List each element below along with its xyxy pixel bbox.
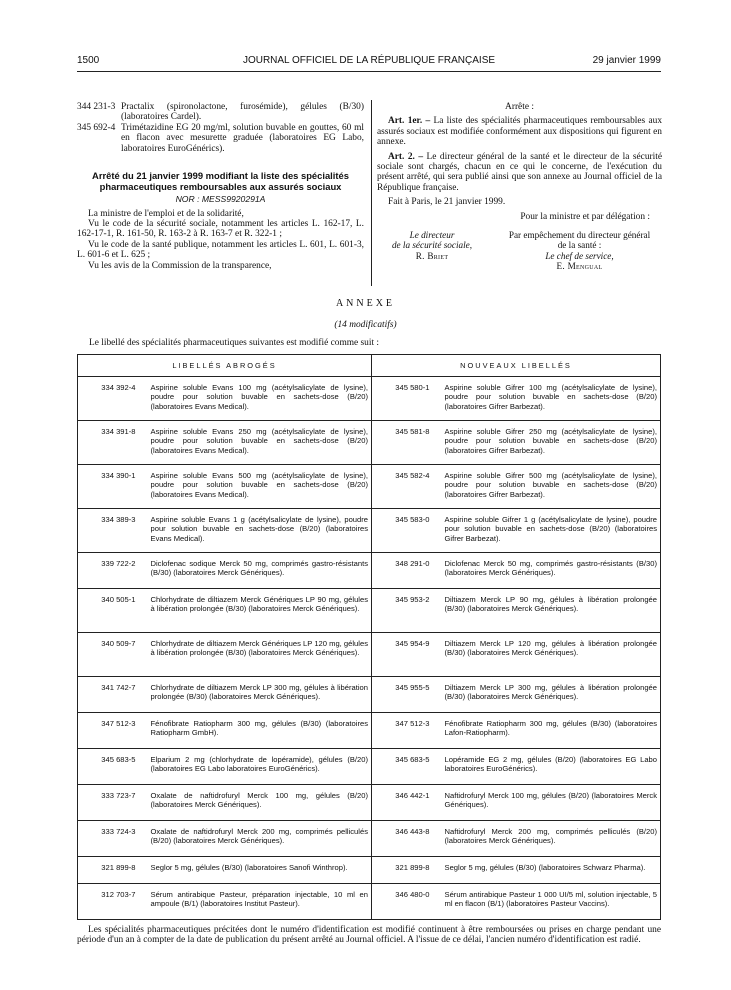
new-label: Fénofibrate Ratiopharm 300 mg, gélules (B/30) (laboratoires Lafon-Ratiopharm). [439,713,661,749]
issue-date: 29 janvier 1999 [592,55,661,66]
old-label: Chlorhydrate de diltiazem Merck LP 300 mg, gélules à libération prolongée (B/30) (laboratoires Merck Génériques). [145,677,372,713]
new-label: Seglor 5 mg, gélules (B/30) (laboratoires Schwarz Pharma). [439,857,661,884]
table-row [78,857,661,884]
new-label: Sérum antirabique Pasteur 1 000 UI/5 ml, solution injectable, 5 ml en flacon (B/1) (laboratoires Pasteur Vaccins). [439,884,661,920]
old-label: Elparium 2 mg (chlorhydrate de lopéramide), gélules (B/20) (laboratoires EG Labo laboratoires EuroGénérics). [145,749,372,785]
old-code: 333 723-7 [78,785,145,821]
signatory-name: R. Briet [415,250,449,261]
table-row [78,553,661,589]
new-code: 346 443-8 [372,821,439,857]
signature-right [497,230,662,272]
new-label: Diltiazem Merck LP 300 mg, gélules à libération prolongée (B/30) (laboratoires Merck Génériques). [439,677,661,713]
old-label: Aspirine soluble Evans 1 g (acétylsalicylate de lysine), poudre pour solution buvable en sachets-dose (B/20) (laboratoires Evans Medical). [145,509,372,553]
annexe-subtitle: (14 modificatifs) [334,320,397,330]
signature-left [377,230,487,272]
closing-paragraph: Les spécialités pharmaceutiques précitées dont le numéro d'identification est modifié continuent à être remboursées ou prises en charge pendant une période d'un an à compter de la date de publication du présent arrêté au Journal officiel. A l'issue de ce délai, l'ancien numéro d'identification est radié. [77,925,661,946]
old-code: 340 505-1 [78,589,145,633]
preamble-paragraph: Vu le code de la santé publique, notamment les articles L. 601, L. 601-3, L. 601-6 et L. 625 ; [77,239,364,261]
old-label: Sérum antirabique Pasteur, préparation injectable, 10 ml en ampoule (B/1) (laboratoires Institut Pasteur). [145,884,372,920]
signatory-title: de la santé : [557,240,602,251]
new-label: Naftidrofuryl Merck 100 mg, gélules (B/20) (laboratoires Merck Génériques). [439,785,661,821]
table-row [78,509,661,553]
old-label: Oxalate de naftidrofuryl Merck 200 mg, comprimés pelliculés (B/20) (laboratoires Merck Génériques). [145,821,372,857]
old-code: 339 722-2 [78,553,145,589]
entry-code: 344 231-3 [77,102,116,112]
signatory-title: Par empêchement du directeur général [508,230,651,241]
modifications-table [77,354,661,920]
signatory-title: Le directeur [409,230,455,241]
new-code: 321 899-8 [372,857,439,884]
signing-place-date: Fait à Paris, le 21 janvier 1999. [388,197,506,208]
table-row [78,785,661,821]
page-number: 1500 [77,55,100,66]
signatory-title: de la sécurité sociale, [391,240,473,251]
new-code: 346 480-0 [372,884,439,920]
signatory-title: Le chef de service, [545,250,614,261]
new-code: 345 955-5 [372,677,439,713]
new-label: Aspirine soluble Gifrer 1 g (acétylsalicylate de lysine), poudre pour solution buvable en sachets-dose (B/20) (laboratoires Gifrer Barbezat). [439,509,661,553]
signatures [377,230,662,272]
new-label: Diclofenac Merck 50 mg, comprimés gastro-résistants (B/30) (laboratoires Merck Génériques). [439,553,661,589]
new-code: 346 442-1 [372,785,439,821]
new-label: Naftidrofuryl Merck 200 mg, comprimés pelliculés (B/20) (laboratoires Merck Génériques). [439,821,661,857]
old-label: Aspirine soluble Evans 100 mg (acétylsalicylate de lysine), poudre pour solution buvable en sachets-dose (B/20) (laboratoires Evans Medical). [145,377,372,421]
table-row [78,713,661,749]
entry-code: 345 692-4 [77,122,116,133]
new-code: 347 512-3 [372,713,439,749]
old-label: Chlorhydrate de diltiazem Merck Génériques LP 90 mg, gélules à libération prolongée (B/30) (laboratoires Merck Génériques). [145,589,372,633]
left-column [77,102,364,271]
new-label: Aspirine soluble Gifrer 100 mg (acétylsalicylate de lysine), poudre pour solution buvable en sachets-dose (B/20) (laboratoires Gifrer Barbezat). [439,377,661,421]
old-label: Oxalate de naftidrofuryl Merck 100 mg, gélules (B/20) (laboratoires Merck Génériques). [145,785,372,821]
new-label: Aspirine soluble Gifrer 250 mg (acétylsalicylate de lysine), poudre pour solution buvable en sachets-dose (B/20) (laboratoires Gifrer Barbezat). [439,421,661,465]
annexe-intro: Le libellé des spécialités pharmaceutiques suivantes est modifié comme suit : [89,338,380,348]
arrete-title: Arrêté du 21 janvier 1999 modifiant la liste des spécialités pharmaceutiques remboursables aux assurés sociaux [92,170,349,192]
annexe-title: ANNEXE [335,298,396,309]
column-header-old: LIBELLÉS ABROGÉS [78,355,372,377]
list-item [77,102,364,123]
old-code: 334 390-1 [78,465,145,509]
article-1 [377,116,662,147]
article-1-text: La liste des spécialités pharmaceutiques remboursables aux assurés sociaux est modifiée conformément aux dispositions qui figurent en annexe. [377,116,663,148]
new-code: 345 953-2 [372,589,439,633]
old-label: Diclofenac sodique Merck 50 mg, comprimés gastro-résistants (B/30) (laboratoires Merck Génériques). [145,553,372,589]
new-code: 348 291-0 [372,553,439,589]
article-1-label: Art. 1er. – [388,116,431,127]
new-label: Diltiazem Merck LP 90 mg, gélules à libération prolongée (B/30) (laboratoires Merck Génériques). [439,589,661,633]
preamble-paragraph: La ministre de l'emploi et de la solidarité, [88,208,244,219]
header-rule [77,71,661,72]
signatory-name: E. Mengual [556,261,603,272]
arrete-heading: Arrête : [505,102,534,112]
old-label: Fénofibrate Ratiopharm 300 mg, gélules (B/30) (laboratoires Ratiopharm GmbH). [145,713,372,749]
table-row [78,377,661,421]
new-code: 345 580-1 [372,377,439,421]
right-column [377,102,662,272]
new-code: 345 683-5 [372,749,439,785]
table-row [78,749,661,785]
old-code: 334 391-8 [78,421,145,465]
article-2-text: Le directeur général de la santé et le directeur de la sécurité sociale sont chargés, chacun en ce qui le concerne, de l'exécution du présent arrêté, qui sera publié ainsi que son annexe au Journal officiel de la République française. [377,151,662,193]
column-divider [371,100,372,286]
new-code: 345 582-4 [372,465,439,509]
old-code: 345 683-5 [78,749,145,785]
page-header [77,55,661,69]
table-row [78,465,661,509]
old-label: Chlorhydrate de diltiazem Merck Génériques LP 120 mg, gélules à libération prolongée (B/30) (laboratoires Merck Génériques). [145,633,372,677]
old-code: 334 392-4 [78,377,145,421]
old-code: 333 724-3 [78,821,145,857]
new-code: 345 583-0 [372,509,439,553]
old-label: Aspirine soluble Evans 500 mg (acétylsalicylate de lysine), poudre pour solution buvable en sachets-dose (B/20) (laboratoires Evans Medical). [145,465,372,509]
nor-reference: NOR : MESS9920291A [175,194,266,205]
old-label: Seglor 5 mg, gélules (B/30) (laboratoires Sanofi Winthrop). [145,857,372,884]
delegation-line: Pour la ministre et par délégation : [520,211,650,222]
table-row [78,677,661,713]
old-code: 312 703-7 [78,884,145,920]
old-code: 340 509-7 [78,633,145,677]
new-label: Aspirine soluble Gifrer 500 mg (acétylsalicylate de lysine), poudre pour solution buvable en sachets-dose (B/20) (laboratoires Gifrer Barbezat). [439,465,661,509]
preamble-paragraph: Vu le code de la sécurité sociale, notamment les articles L. 162-17, L. 162-17-1, R. 161-50, R. 163-2 à R. 163-7 et R. 322-1 ; [77,219,364,240]
old-code: 347 512-3 [78,713,145,749]
article-2-label: Art. 2. – [388,151,424,162]
table-row [78,589,661,633]
table-row [78,884,661,920]
column-header-new: NOUVEAUX LIBELLÉS [372,355,661,377]
table-row [78,821,661,857]
entry-text: Trimétazidine EG 20 mg/ml, solution buvable en gouttes, 60 ml en flacon avec mesurette graduée (laboratoires EG Labo, laboratoires EuroGénérics). [121,122,364,154]
new-label: Lopéramide EG 2 mg, gélules (B/20) (laboratoires EG Labo laboratoires EuroGénérics). [439,749,661,785]
entry-text: Practalix (spironolactone, furosémide), gélules (B/30) (laboratoires Cardel). [121,102,364,123]
new-code: 345 954-9 [372,633,439,677]
old-label: Aspirine soluble Evans 250 mg (acétylsalicylate de lysine), poudre pour solution buvable en sachets-dose (B/20) (laboratoires Evans Medical). [145,421,372,465]
table-body [78,377,661,920]
table-row [78,421,661,465]
journal-title: JOURNAL OFFICIEL DE LA RÉPUBLIQUE FRANÇAISE [242,55,496,66]
table-row [78,633,661,677]
old-code: 341 742-7 [78,677,145,713]
old-code: 321 899-8 [78,857,145,884]
preamble-paragraph: Vu les avis de la Commission de la transparence, [88,260,272,271]
new-label: Diltiazem Merck LP 120 mg, gélules à libération prolongée (B/30) (laboratoires Merck Génériques). [439,633,661,677]
list-item [77,123,364,154]
old-code: 334 389-3 [78,509,145,553]
table-header-row [78,355,661,377]
new-code: 345 581-8 [372,421,439,465]
article-2 [377,152,662,194]
